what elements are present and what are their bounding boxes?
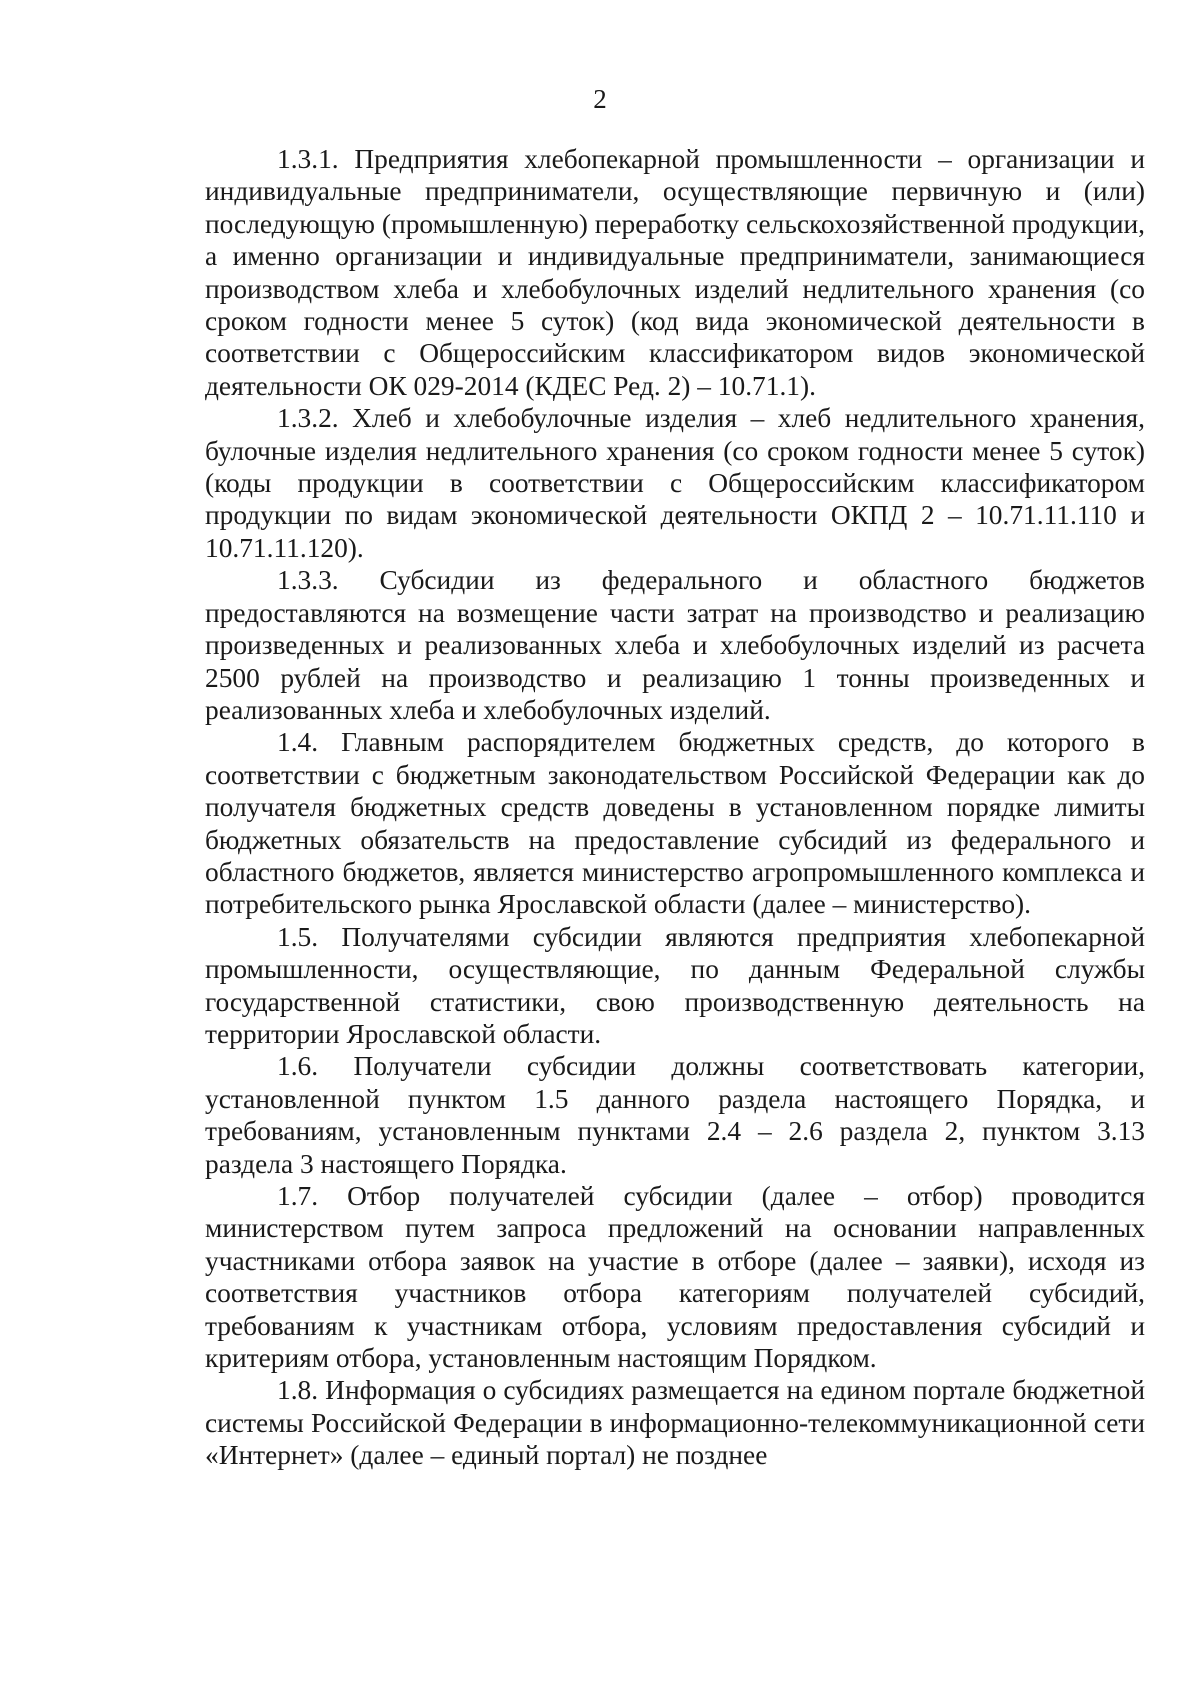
paragraph-number: 1.3.1. [277, 144, 339, 174]
paragraph-1-3-2 [205, 402, 1145, 564]
paragraph-number: 1.4. [277, 727, 319, 758]
paragraph-number: 1.3.2. [277, 403, 339, 434]
paragraph-1-3-3 [205, 564, 1145, 726]
paragraph-number: 1.6. [277, 1051, 319, 1082]
paragraph-1-5 [205, 921, 1145, 1051]
paragraph-text: Хлеб и хлебобулочные изделия – хлеб недлительного хранения, булочные изделия недлительного хранения (со сроком годности менее 5 суток) (коды продукции в соответствии с Общероссийским классификатором продукции по видам экономической деятельности ОКПД 2 – 10.71.11.110 и 10.71.11.120). [205, 403, 1145, 563]
paragraph-1-3-1 [205, 143, 1145, 402]
paragraph-text: Субсидии из федерального и областного бюджетов предоставляются на возмещение части затрат на производство и реализацию произведенных и реализованных хлеба и хлебобулочных изделий из расчета 2500 рублей на производство и реализацию 1 тонны произведенных и реализованных хлеба и хлебобулочных изделий. [205, 565, 1145, 725]
paragraph-text: Информация о субсидиях размещается на едином портале бюджетной системы Российской Федерации в информационно-телекоммуникационной сети «Интернет» (далее – единый портал) не позднее [205, 1375, 1145, 1471]
paragraph-1-4 [205, 726, 1145, 920]
paragraph-text: Главным распорядителем бюджетных средств, до которого в соответствии с бюджетным законодательством Российской Федерации как до получателя бюджетных средств доведены в установленном порядке лимиты бюджетных обязательств на предоставление субсидий из федерального и областного бюджетов, является министерство агропромышленного комплекса и потребительского рынка Ярославской области (далее – министерство). [205, 727, 1145, 920]
paragraph-number: 1.7. [277, 1181, 319, 1211]
paragraph-number: 1.5. [277, 921, 319, 952]
paragraph-text: Предприятия хлебопекарной промышленности – организации и индивидуальные предприниматели, осуществляющие первичную и (или) последующую (промышленную) переработку сельскохозяйственной продукции, а именно организации и индивидуальные предприниматели, занимающиеся производством хлеба и хлебобулочных изделий недлительного хранения (со сроком годности менее 5 суток) (код вида экономической деятельности в соответствии с Общероссийским классификатором видов экономической деятельности ОК 029-2014 (КДЕС Ред. 2) – 10.71.1). [205, 144, 1145, 401]
paragraph-1-7 [205, 1180, 1145, 1374]
paragraph-number: 1.8. [277, 1375, 319, 1406]
paragraph-1-8 [205, 1374, 1145, 1471]
paragraph-text: Получатели субсидии должны соответствовать категории, установленной пунктом 1.5 данного раздела настоящего Порядка, и требованиям, установленным пунктами 2.4 – 2.6 раздела 2, пунктом 3.13 раздела 3 настоящего Порядка. [205, 1051, 1145, 1179]
document-body [205, 143, 1145, 1472]
paragraph-number: 1.3.3. [277, 565, 339, 596]
paragraph-text: Получателями субсидии являются предприятия хлебопекарной промышленности, осуществляющие, по данным Федеральной службы государственной статистики, свою производственную деятельность на территории Ярославской области. [205, 921, 1145, 1049]
page-number: 2 [593, 84, 607, 114]
paragraph-1-6 [205, 1050, 1145, 1180]
paragraph-text: Отбор получателей субсидии (далее – отбор) проводится министерством путем запроса предложений на основании направленных участниками отбора заявок на участие в отборе (далее – заявки), исходя из соответствия участников отбора категориям получателей субсидий, требованиям к участникам отбора, условиям предоставления субсидий и критериям отбора, установленным настоящим Порядком. [205, 1181, 1145, 1374]
